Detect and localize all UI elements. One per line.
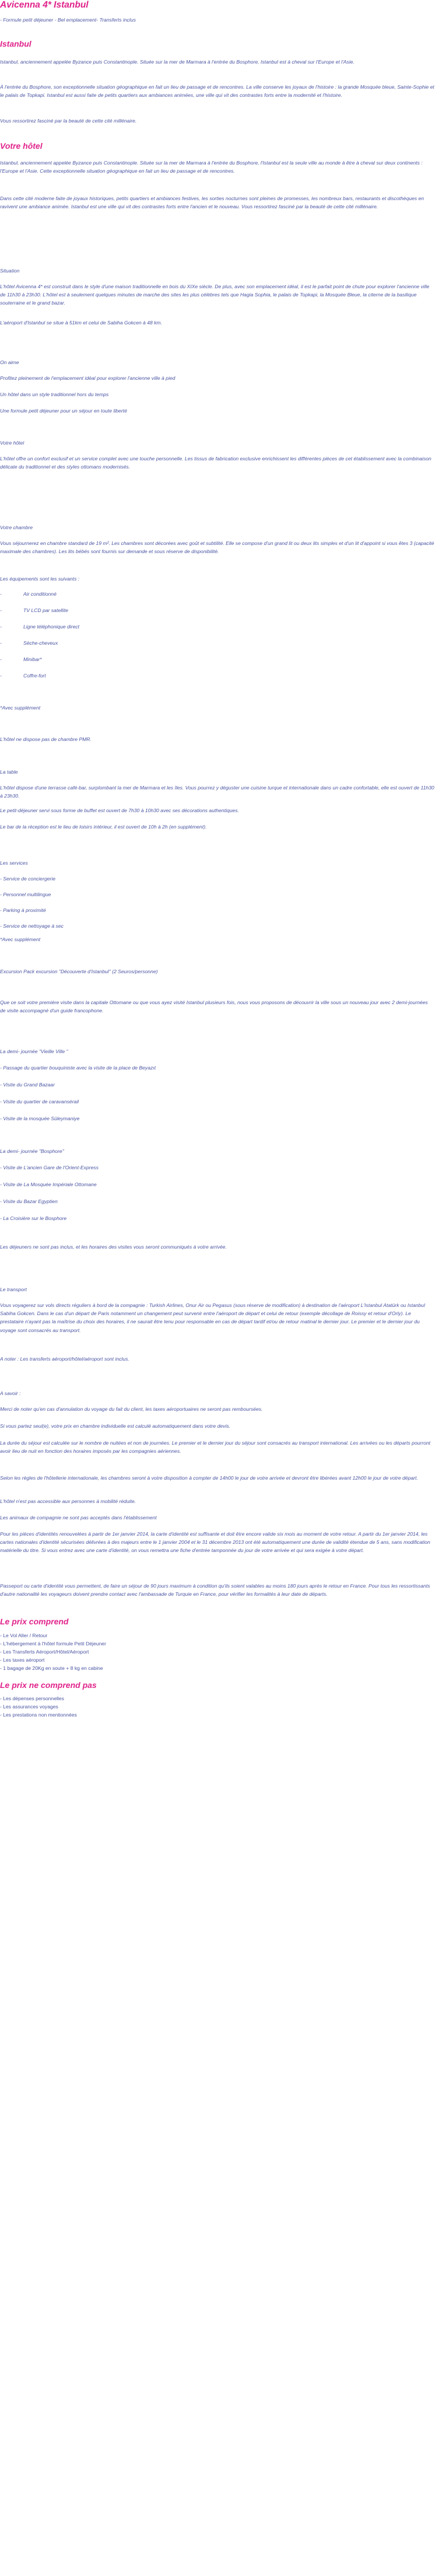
chambre-paragraph: Vous séjournerez en chambre standard de 19 m². Les chambres sont décorées avec goût et subtilité. Elle se compose d'un grand lit ou deux lits simples et d'un lit d'appoint si vous êtes 3 (capacité maximale des chambres). Les lits bébés sont fournis sur demande et sous réserve de disponibilité. xyxy=(0,540,436,555)
istanbul-paragraph: À l'entrée du Bosphore, son exceptionnelle situation géographique en fait un lieu de passage et de rencontres. La ville conserve les joyaux de l'histoire : la grande Mosquée bleue, Sainte-Sophie et le palais de Topkapi. Istanbul est aussi faite de petits quartiers aux ambiances animées, une ville qui vit des contrastes forts entre la modernité et l'histoire. xyxy=(0,84,436,99)
excursion-heading: Excursion Pack excursion "Découverte d'Istanbul" (2 Seuros/personne) xyxy=(0,969,158,974)
a-savoir-paragraph: L'hôtel n'est pas accessible aux personnes à mobilité réduite. xyxy=(0,1498,136,1504)
votre-hotel-heading: Votre hôtel xyxy=(0,141,43,151)
hotel-title: Avicenna 4* Istanbul xyxy=(0,0,89,10)
equipement-item: - Coffre-fort xyxy=(0,673,46,679)
a-savoir-heading: A savoir : xyxy=(0,1390,21,1396)
a-savoir-paragraph: Selon les règles de l'hôtellerie internationale, les chambres seront à votre disposition à compter de 14h00 le jour de votre arrivée et devront être libérées avant 12h00 le jour de votre départ. xyxy=(0,1475,418,1481)
prix-comprend-item: - Les Transferts Aéroport/Hôtel/Aéroport xyxy=(0,1649,89,1655)
day1-item: - Visite de la mosquée Süleymaniye xyxy=(0,1116,80,1121)
a-savoir-paragraph: Pour les pièces d'identités renouvelées à partir de 1er janvier 2014, la carte d'identité est suffisante et doit être encore valide six mois au moment de votre retour. A partir du 1er janvier 2014, les cartes nationales d'identité sécurisées délivrées à des majeurs entre le 1 janvier 2004 et le 31 décembre 2013 ont été automatiquement une durée de validité étendue de 5 ans, sans modification matérielle du titre. Si vous entrez avec une carte d'identité, on vous remettra une fiche d'entrée tamponnée du jour de votre arrivée et qui sera exigée à votre départ. xyxy=(0,1531,432,1554)
day1-title: La demi- journée "Vieille Ville " xyxy=(0,1048,68,1054)
prix-comprend-heading: Le prix comprend xyxy=(0,1617,69,1626)
hotel-subtitle: - Formule petit déjeuner - Bel emplacement- Transferts inclus xyxy=(0,17,136,23)
service-item: - Parking à proximité xyxy=(0,907,46,913)
service-item: - Service de nettoyage à sec xyxy=(0,923,64,929)
equipement-item: - Minibar* xyxy=(0,656,42,662)
table-paragraph: Le bar de la réception est le lieu de loisirs intérieur, il est ouvert de 10h à 2h (en supplément). xyxy=(0,824,207,830)
day1-item: - Visite du Grand Bazaar xyxy=(0,1082,55,1088)
services-heading: Les services xyxy=(0,860,28,866)
equipement-item: - TV LCD par satellite xyxy=(0,607,68,613)
day1-item: - Visite du quartier de caravansérail xyxy=(0,1099,79,1105)
day2-item: - Visite du Bazar Egyptien xyxy=(0,1198,58,1204)
equipement-item: - Sèche-cheveux xyxy=(0,640,58,646)
equipement-item: - Ligne téléphonique direct xyxy=(0,624,80,630)
votre-hotel-paragraph: Dans cette cité moderne faite de joyaux historiques, petits quartiers et ambiances festives, les sorties nocturnes sont pleines de promesses, les nombreux bars, restaurants et discothèques en ravivent une ambiance animée. Istanbul est une ville qui vit des contrastes forts entre l'ancien et le nouveau. Vous ressortirez fasciné par la beauté de cette cité millénaire. xyxy=(0,195,426,210)
table-paragraph: Le petit-déjeuner servi sous forme de buffet est ouvert de 7h30 à 10h30 avec ses décorations authentiques. xyxy=(0,808,239,813)
istanbul-heading: Istanbul xyxy=(0,39,31,48)
on-aime-item: Une formule petit déjeuner pour un séjour en toute liberté xyxy=(0,408,127,414)
votre-hotel-2-heading: Votre hôtel xyxy=(0,440,24,446)
transport-paragraph: Vous voyagerez sur vols directs réguliers à bord de la compagnie : Turkish Airlines, Onur Air ou Pegasus (sous réserve de modification) à destination de l'aéroport L'Istanbul Atatürk ou Istanbul Sabiha Gokcen. Dans le cas d'un départ de Paris notamment un changement peut survenir entre l'aéroport de départ et celui de retour (exemple décollage de Roissy et retour d'Orly). Le prestataire n'ayant pas la maîtrise du choix des horaires, il ne saurait être tenu pour responsable en cas de départ tardif et/ou de retour matinal le dernier jour. Le premier et le dernier jour du voyage sont consacrés au transport. xyxy=(0,1302,427,1333)
situation-paragraph: L'hôtel Avicenna 4* est construit dans le style d'une maison traditionnelle en bois du XIXe siècle. De plus, avec son emplacement idéal, il est le parfait point de chute pour explorer l'ancienne ville de 11h30 à 23h30. L'hôtel est à seulement quelques minutes de marche des sites les plus célèbres tels que Hagia Sophia, le palais de Topkapi, la Mosquée Bleue, la citerne de la basilique souterraine et le grand bazar. xyxy=(0,284,431,306)
excursion-note: Les déjeuners ne sont pas inclus, et les horaires des visites vous seront communiqués à votre arrivée. xyxy=(0,1244,227,1250)
service-item: - Personnel multilingue xyxy=(0,892,51,897)
situation-heading: Situation xyxy=(0,268,20,274)
a-savoir-paragraph: Merci de noter qu'en cas d'annulation du voyage du fait du client, les taxes aéroportuaires ne seront pas remboursées. xyxy=(0,1406,263,1412)
istanbul-paragraph: Vous ressortirez fasciné par la beauté de cette cité millénaire. xyxy=(0,118,137,124)
prix-ne-comprend-item: - Les assurances voyages xyxy=(0,1704,58,1710)
day2-item: - Visite de La Mosquée Impériale Ottomane xyxy=(0,1182,97,1187)
service-item: - Service de conciergerie xyxy=(0,876,56,882)
transport-heading: Le transport xyxy=(0,1287,27,1292)
services-note: *Avec supplément xyxy=(0,936,41,942)
chambre-heading: Votre chambre xyxy=(0,525,33,530)
situation-paragraph: L'aéroport d'Istanbul se situe à 51km et celui de Sabiha Gokcen à 48 km. xyxy=(0,320,162,326)
on-aime-item: Profitez pleinement de l'emplacement idéal pour explorer l'ancienne ville à pied xyxy=(0,375,176,381)
day2-title: La demi- journée "Bosphore" xyxy=(0,1148,64,1154)
on-aime-heading: On aime xyxy=(0,359,19,365)
pmr-note: L'hôtel ne dispose pas de chambre PMR. xyxy=(0,736,92,742)
prix-comprend-item: - L'hébergement à l'hôtel formule Petit Déjeuner xyxy=(0,1641,106,1647)
equipements-title: Les équipements sont les suivants : xyxy=(0,576,80,582)
a-savoir-paragraph: La durée du séjour est calculée sur le nombre de nuitées et non de journées. Le premier et le dernier jour du séjour sont consacrés au transport international. Les arrivées ou les départs pourront avoir lieu de nuit en fonction des horaires imposés par les compagnies aériennes. xyxy=(0,1440,432,1455)
a-savoir-paragraph: Les animaux de compagnie ne sont pas acceptés dans l'établissement xyxy=(0,1515,157,1521)
prix-ne-comprend-item: - Les prestations non mentionnées xyxy=(0,1712,77,1718)
excursion-paragraph: Que ce soit votre première visite dans la capitale Ottomane ou que vous ayez visité Istanbul plusieurs fois, nous vous proposons de découvrir la ville sous un nouveau jour avec 2 demi-journées de visite accompagné d'un guide francophone. xyxy=(0,999,430,1014)
a-savoir-paragraph: Passeport ou carte d'identité vous permettent, de faire un séjour de 90 jours maximum à condition qu'ils soient valables au moins 180 jours après le retour en France. Pour tous les ressortissants d'autre nationalité les voyageurs doivent prendre contact avec l'ambassade de Turquie en France, pour vérifier les formalités à leur date de départs. xyxy=(0,1583,432,1598)
equipement-item: - Air conditionné xyxy=(0,591,57,597)
transport-note: A noter : Les transferts aéroport/hôtel/aéroport sont inclus. xyxy=(0,1356,129,1362)
day1-item: - Passage du quartier bouquiniste avec la visite de la place de Beyazıt xyxy=(0,1065,156,1071)
prix-ne-comprend-heading: Le prix ne comprend pas xyxy=(0,1680,97,1690)
prix-comprend-item: - Le Vol Aller / Retour xyxy=(0,1633,48,1638)
table-paragraph: L'hôtel dispose d'une terrasse café-bar, surplombant la mer de Marmara et les îles. Vous pourrez y déguster une cuisine turque et internationale dans un cadre confortable, elle est ouvert de 11h30 à 23h30. xyxy=(0,785,436,799)
on-aime-item: Un hôtel dans un style traditionnel hors du temps xyxy=(0,392,109,397)
votre-hotel-paragraph: Istanbul, anciennement appelée Byzance puis Constantinople. Située sur la mer de Marmara à l'entrée du Bosphore, l'Istanbul est la seule ville au monde à être à cheval sur deux continents : l'Europe et l'Asie. Cette exceptionnelle situation géographique en fait un lieu de passage et de rencontres. xyxy=(0,160,425,174)
day2-item: - Visite de L'ancien Gare de l'Orient-Express xyxy=(0,1165,99,1170)
table-heading: La table xyxy=(0,769,18,775)
votre-hotel-2-paragraph: L'hôtel offre un confort exclusif et un service complet avec une touche personnelle. Les tissus de fabrication exclusive enrichissent les différentes pièces de cet établissement avec la combinaison délicate du traditionnel et des styles ottomans modernisés. xyxy=(0,456,433,470)
prix-ne-comprend-item: - Les dépenses personnelles xyxy=(0,1696,64,1701)
a-savoir-paragraph: Si vous partez seul(e), votre prix en chambre individuelle est calculé automatiquement dans votre devis. xyxy=(0,1423,231,1429)
prix-comprend-item: - Les taxes aéroport xyxy=(0,1657,45,1663)
istanbul-paragraph: Istanbul, anciennement appelée Byzance puis Constantinople. Située sur la mer de Marmara à l'entrée du Bosphore, Istanbul est à cheval sur l'Europe et l'Asie. xyxy=(0,59,355,65)
supplement-note: *Avec supplément xyxy=(0,705,41,711)
day2-item: - La Croisière sur le Bosphore xyxy=(0,1215,67,1221)
prix-comprend-item: - 1 bagage de 20Kg en soute + 8 kg en cabine xyxy=(0,1665,103,1671)
